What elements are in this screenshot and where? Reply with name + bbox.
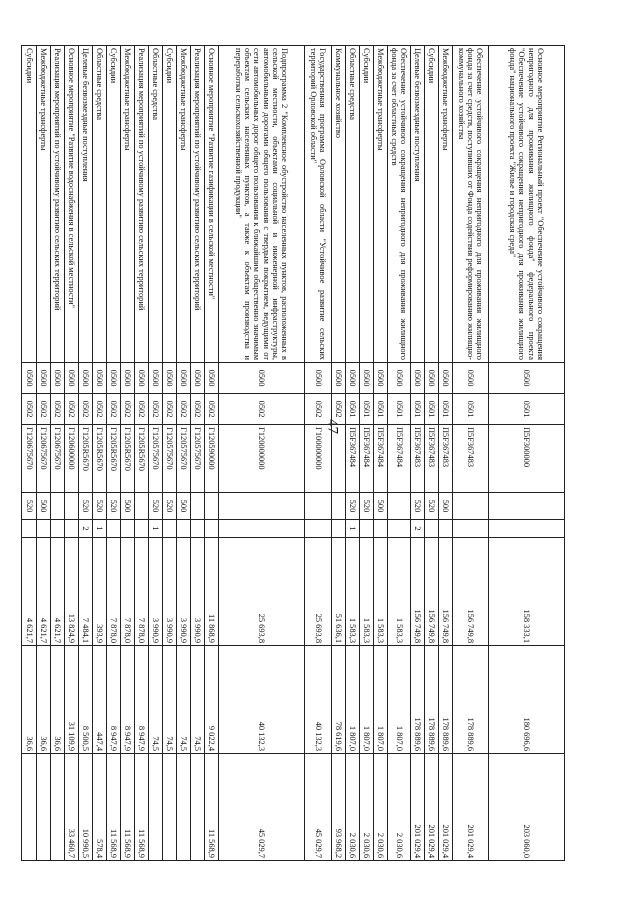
table-row <box>305 46 332 861</box>
amount-year-1-cell: 13 824,9 <box>65 538 79 646</box>
item-name-cell: Субсидии <box>107 46 121 363</box>
table-row <box>121 46 135 861</box>
amount-year-2-cell: 178 889,6 <box>453 646 489 754</box>
amount-year-2-cell: 40 132,3 <box>305 646 332 754</box>
subsection-code-cell: 0501 <box>439 394 453 425</box>
amount-year-1-cell: 1 583,3 <box>360 538 374 646</box>
amount-year-2-cell: 78 619,6 <box>332 646 346 754</box>
funding-source-code-cell <box>121 520 135 538</box>
amount-year-2-cell: 1 807,0 <box>388 646 411 754</box>
amount-year-1-cell: 1 583,3 <box>346 538 360 646</box>
section-code-cell: 0500 <box>107 363 121 394</box>
subsection-code-cell: 0502 <box>93 394 107 425</box>
subsection-code-cell: 0502 <box>121 394 135 425</box>
amount-year-3-cell: 10 990,5 <box>79 754 93 861</box>
amount-year-2-cell: 36,6 <box>22 646 37 754</box>
table-row <box>163 46 177 861</box>
item-name-cell: Межбюджетные трансферты <box>374 46 388 363</box>
item-name-cell: Областные средства <box>346 46 360 363</box>
amount-year-1-cell: 156 749,8 <box>439 538 453 646</box>
target-item-code-cell: Г120000000 <box>219 425 305 493</box>
subsection-code-cell: 0501 <box>489 394 565 425</box>
subsection-code-cell: 0501 <box>425 394 439 425</box>
expense-type-code-cell: 520 <box>79 493 93 520</box>
expense-type-code-cell: 520 <box>425 493 439 520</box>
subsection-code-cell: 0502 <box>135 394 149 425</box>
target-item-code-cell: Г100000000 <box>305 425 332 493</box>
funding-source-code-cell <box>37 520 51 538</box>
amount-year-3-cell: 45 029,7 <box>219 754 305 861</box>
funding-source-code-cell <box>219 520 305 538</box>
subsection-code-cell: 0502 <box>37 394 51 425</box>
funding-source-code-cell <box>374 520 388 538</box>
target-item-code-cell: Г120575670 <box>149 425 163 493</box>
target-item-code-cell: Г1205R5670 <box>121 425 135 493</box>
subsection-code-cell: 0502 <box>332 394 346 425</box>
subsection-code-cell: 0502 <box>65 394 79 425</box>
funding-source-code-cell <box>439 520 453 538</box>
funding-source-code-cell <box>65 520 79 538</box>
subsection-code-cell: 0502 <box>177 394 191 425</box>
target-item-code-cell: Г120575670 <box>163 425 177 493</box>
expense-type-code-cell <box>191 493 205 520</box>
subsection-code-cell: 0501 <box>388 394 411 425</box>
expense-type-code-cell <box>51 493 65 520</box>
amount-year-3-cell: 2 030,6 <box>360 754 374 861</box>
amount-year-2-cell: 8 500,5 <box>79 646 93 754</box>
budget-table-body <box>22 46 565 861</box>
table-row <box>177 46 191 861</box>
amount-year-1-cell: 51 636,1 <box>332 538 346 646</box>
amount-year-3-cell <box>37 754 51 861</box>
table-row <box>79 46 93 861</box>
subsection-code-cell: 0502 <box>107 394 121 425</box>
amount-year-2-cell: 178 889,6 <box>439 646 453 754</box>
subsection-code-cell: 0502 <box>191 394 205 425</box>
item-name-cell: Реализация мероприятий по устойчивому развитию сельских территорий <box>51 46 65 363</box>
amount-year-1-cell: 3 990,9 <box>149 538 163 646</box>
amount-year-2-cell: 180 696,6 <box>489 646 565 754</box>
section-code-cell: 0500 <box>93 363 107 394</box>
budget-table <box>21 45 565 861</box>
amount-year-1-cell: 156 749,8 <box>453 538 489 646</box>
item-name-cell: Основное мероприятие "Развитие водоснабжения в сельской местности" <box>65 46 79 363</box>
amount-year-3-cell <box>191 754 205 861</box>
item-name-cell: Основное мероприятие "Развитие газификации в сельской местности" <box>205 46 219 363</box>
amount-year-2-cell: 74,5 <box>177 646 191 754</box>
amount-year-2-cell: 8 947,9 <box>107 646 121 754</box>
item-name-cell: Межбюджетные трансферты <box>121 46 135 363</box>
amount-year-3-cell: 578,4 <box>93 754 107 861</box>
expense-type-code-cell: 520 <box>22 493 37 520</box>
target-item-code-cell: Г120575670 <box>177 425 191 493</box>
amount-year-3-cell: 2 030,6 <box>388 754 411 861</box>
funding-source-code-cell <box>107 520 121 538</box>
funding-source-code-cell <box>388 520 411 538</box>
amount-year-2-cell: 40 132,3 <box>219 646 305 754</box>
table-row <box>37 46 51 861</box>
subsection-code-cell: 0502 <box>51 394 65 425</box>
section-code-cell: 0500 <box>121 363 135 394</box>
section-code-cell: 0500 <box>489 363 565 394</box>
section-code-cell: 0500 <box>65 363 79 394</box>
target-item-code-cell: Г120590000 <box>205 425 219 493</box>
item-name-cell: Реализация мероприятий по устойчивому развитию сельских территорий <box>191 46 205 363</box>
funding-source-code-cell: 2 <box>411 520 425 538</box>
target-item-code-cell: Г1205R5670 <box>107 425 121 493</box>
section-code-cell: 0500 <box>388 363 411 394</box>
table-row <box>489 46 565 861</box>
target-item-code-cell: П5F367483 <box>425 425 439 493</box>
amount-year-2-cell: 9 022,4 <box>205 646 219 754</box>
item-name-cell: Государственная программа Орловской области "Устойчивое развитие сельских территорий Орловской области" <box>305 46 332 363</box>
amount-year-3-cell: 11 568,9 <box>135 754 149 861</box>
target-item-code-cell: П5F367484 <box>374 425 388 493</box>
item-name-cell: Целевые безвозмездные поступления <box>79 46 93 363</box>
amount-year-2-cell: 31 109,9 <box>65 646 79 754</box>
amount-year-3-cell: 11 568,9 <box>107 754 121 861</box>
amount-year-1-cell: 7 878,0 <box>135 538 149 646</box>
expense-type-code-cell: 500 <box>374 493 388 520</box>
item-name-cell: Коммунальное хозяйство <box>332 46 346 363</box>
amount-year-1-cell: 156 749,8 <box>425 538 439 646</box>
amount-year-2-cell: 74,5 <box>163 646 177 754</box>
section-code-cell: 0500 <box>346 363 360 394</box>
expense-type-code-cell: 520 <box>346 493 360 520</box>
item-name-cell: Субсидии <box>425 46 439 363</box>
amount-year-1-cell: 11 868,9 <box>205 538 219 646</box>
amount-year-1-cell: 7 484,1 <box>79 538 93 646</box>
expense-type-code-cell: 520 <box>360 493 374 520</box>
table-row <box>411 46 425 861</box>
funding-source-code-cell <box>305 520 332 538</box>
funding-source-code-cell: 1 <box>149 520 163 538</box>
amount-year-1-cell: 158 333,1 <box>489 538 565 646</box>
target-item-code-cell: Г1205R5670 <box>93 425 107 493</box>
amount-year-3-cell <box>163 754 177 861</box>
item-name-cell: Межбюджетные трансферты <box>37 46 51 363</box>
item-name-cell: Областные средства <box>149 46 163 363</box>
funding-source-code-cell: 1 <box>93 520 107 538</box>
table-row <box>191 46 205 861</box>
item-name-cell: Реализация мероприятий по устойчивому развитию сельских территорий <box>135 46 149 363</box>
target-item-code-cell: Г1205R5670 <box>135 425 149 493</box>
section-code-cell: 0500 <box>360 363 374 394</box>
target-item-code-cell <box>332 425 346 493</box>
item-name-cell: Субсидии <box>22 46 37 363</box>
funding-source-code-cell <box>191 520 205 538</box>
amount-year-1-cell: 3 990,9 <box>177 538 191 646</box>
amount-year-1-cell: 7 878,0 <box>121 538 135 646</box>
table-row <box>93 46 107 861</box>
table-row <box>388 46 411 861</box>
amount-year-1-cell: 4 621,7 <box>51 538 65 646</box>
amount-year-1-cell: 4 621,7 <box>37 538 51 646</box>
table-row <box>135 46 149 861</box>
item-name-cell: Обеспечение устойчивого сокращения непригодного для проживания жилищного фонда за счет средств, поступивших от Фонда содействия реформированию жилищно-коммунального хозяйства <box>453 46 489 363</box>
funding-source-code-cell <box>177 520 191 538</box>
rotated-page <box>24 45 565 860</box>
target-item-code-cell: Г120575670 <box>191 425 205 493</box>
expense-type-code-cell: 520 <box>411 493 425 520</box>
expense-type-code-cell: 500 <box>439 493 453 520</box>
funding-source-code-cell <box>22 520 37 538</box>
amount-year-1-cell: 156 749,8 <box>411 538 425 646</box>
section-code-cell: 0500 <box>425 363 439 394</box>
section-code-cell: 0500 <box>51 363 65 394</box>
table-row <box>374 46 388 861</box>
table-row <box>439 46 453 861</box>
funding-source-code-cell <box>453 520 489 538</box>
section-code-cell: 0500 <box>374 363 388 394</box>
expense-type-code-cell <box>305 493 332 520</box>
funding-source-code-cell <box>332 520 346 538</box>
amount-year-2-cell: 36,6 <box>37 646 51 754</box>
table-row <box>332 46 346 861</box>
table-row <box>205 46 219 861</box>
target-item-code-cell: Г120675670 <box>22 425 37 493</box>
target-item-code-cell: П5F367484 <box>360 425 374 493</box>
section-code-cell: 0500 <box>22 363 37 394</box>
amount-year-2-cell: 447,4 <box>93 646 107 754</box>
amount-year-3-cell: 11 568,9 <box>121 754 135 861</box>
expense-type-code-cell: 520 <box>107 493 121 520</box>
page-number: 47 <box>324 419 341 434</box>
amount-year-3-cell: 33 460,7 <box>65 754 79 861</box>
subsection-code-cell: 0502 <box>22 394 37 425</box>
target-item-code-cell: П5F367483 <box>453 425 489 493</box>
target-item-code-cell: Г1205R5670 <box>79 425 93 493</box>
funding-source-code-cell <box>489 520 565 538</box>
amount-year-3-cell: 11 568,9 <box>205 754 219 861</box>
expense-type-code-cell <box>205 493 219 520</box>
section-code-cell: 0500 <box>191 363 205 394</box>
funding-source-code-cell <box>163 520 177 538</box>
amount-year-2-cell: 8 947,9 <box>135 646 149 754</box>
amount-year-2-cell: 1 807,0 <box>346 646 360 754</box>
expense-type-code-cell <box>332 493 346 520</box>
subsection-code-cell: 0502 <box>205 394 219 425</box>
amount-year-3-cell: 201 029,4 <box>411 754 425 861</box>
funding-source-code-cell <box>135 520 149 538</box>
table-row <box>107 46 121 861</box>
amount-year-1-cell: 393,9 <box>93 538 107 646</box>
section-code-cell: 0500 <box>135 363 149 394</box>
funding-source-code-cell <box>425 520 439 538</box>
section-code-cell: 0500 <box>177 363 191 394</box>
amount-year-2-cell: 1 807,0 <box>374 646 388 754</box>
amount-year-2-cell: 74,5 <box>191 646 205 754</box>
amount-year-3-cell <box>51 754 65 861</box>
funding-source-code-cell <box>51 520 65 538</box>
subsection-code-cell: 0502 <box>219 394 305 425</box>
section-code-cell: 0500 <box>219 363 305 394</box>
expense-type-code-cell <box>453 493 489 520</box>
target-item-code-cell: Г120675670 <box>51 425 65 493</box>
target-item-code-cell: П5F367483 <box>439 425 453 493</box>
amount-year-3-cell: 201 029,4 <box>439 754 453 861</box>
target-item-code-cell: П5F367484 <box>346 425 360 493</box>
amount-year-3-cell: 93 968,2 <box>332 754 346 861</box>
amount-year-1-cell: 7 878,0 <box>107 538 121 646</box>
item-name-cell: Субсидии <box>163 46 177 363</box>
item-name-cell: Основное мероприятие Региональный проект "Обеспечение устойчивого сокращения непригодного для проживания жилищного фонда" федерального проекта "Обеспечение устойчивого сокращения непригодного для проживания жилищного фонда" национального проекта "Жилье и городская среда" <box>489 46 565 363</box>
amount-year-3-cell <box>149 754 163 861</box>
expense-type-code-cell <box>388 493 411 520</box>
expense-type-code-cell: 500 <box>177 493 191 520</box>
amount-year-2-cell: 1 807,0 <box>360 646 374 754</box>
amount-year-2-cell: 178 889,6 <box>425 646 439 754</box>
subsection-code-cell: 0501 <box>453 394 489 425</box>
subsection-code-cell: 0502 <box>163 394 177 425</box>
subsection-code-cell: 0501 <box>374 394 388 425</box>
item-name-cell: Подпрограмма 2 "Комплексное обустройство населенных пунктов, расположенных в сельской местности, объектами социальной и инженерной инфраструктуры, автомобильными дорогами общего пользования с твердым покрытием, ведущими от сети автомобильных дорог общего пользования к ближайшим общественно значимым объектам сельских населенных пунктов, а также к объектам производства и переработки сельскохозяйственной продукции" <box>219 46 305 363</box>
expense-type-code-cell <box>135 493 149 520</box>
amount-year-2-cell: 36,6 <box>51 646 65 754</box>
expense-type-code-cell: 520 <box>149 493 163 520</box>
expense-type-code-cell: 520 <box>93 493 107 520</box>
section-code-cell: 0500 <box>37 363 51 394</box>
budget-table-wrapper <box>24 45 565 860</box>
expense-type-code-cell: 500 <box>121 493 135 520</box>
subsection-code-cell: 0502 <box>79 394 93 425</box>
expense-type-code-cell <box>489 493 565 520</box>
amount-year-1-cell: 1 583,3 <box>374 538 388 646</box>
funding-source-code-cell: 1 <box>346 520 360 538</box>
item-name-cell: Обеспечение устойчивого сокращения непригодного для проживания жилищного фонда за счет областных средств <box>388 46 411 363</box>
section-code-cell: 0500 <box>411 363 425 394</box>
section-code-cell: 0500 <box>79 363 93 394</box>
amount-year-1-cell: 3 990,9 <box>163 538 177 646</box>
target-item-code-cell: Г120675670 <box>37 425 51 493</box>
amount-year-1-cell: 25 693,8 <box>305 538 332 646</box>
amount-year-3-cell: 45 029,7 <box>305 754 332 861</box>
section-code-cell: 0500 <box>332 363 346 394</box>
subsection-code-cell: 0501 <box>360 394 374 425</box>
table-row <box>453 46 489 861</box>
target-item-code-cell: Г120600000 <box>65 425 79 493</box>
section-code-cell: 0500 <box>439 363 453 394</box>
target-item-code-cell: П5F300000 <box>489 425 565 493</box>
amount-year-3-cell: 201 029,4 <box>453 754 489 861</box>
amount-year-2-cell: 74,5 <box>149 646 163 754</box>
subsection-code-cell: 0501 <box>411 394 425 425</box>
item-name-cell: Субсидии <box>360 46 374 363</box>
subsection-code-cell: 0502 <box>149 394 163 425</box>
section-code-cell: 0500 <box>453 363 489 394</box>
item-name-cell: Областные средства <box>93 46 107 363</box>
amount-year-2-cell: 178 889,6 <box>411 646 425 754</box>
amount-year-3-cell: 2 030,6 <box>346 754 360 861</box>
expense-type-code-cell: 500 <box>37 493 51 520</box>
table-row <box>425 46 439 861</box>
item-name-cell: Межбюджетные трансферты <box>177 46 191 363</box>
amount-year-1-cell: 1 583,3 <box>388 538 411 646</box>
table-row <box>22 46 37 861</box>
amount-year-1-cell: 25 693,8 <box>219 538 305 646</box>
item-name-cell: Межбюджетные трансферты <box>439 46 453 363</box>
funding-source-code-cell: 2 <box>79 520 93 538</box>
amount-year-3-cell <box>177 754 191 861</box>
amount-year-3-cell: 203 060,0 <box>489 754 565 861</box>
item-name-cell: Целевые безвозмездные поступления <box>411 46 425 363</box>
section-code-cell: 0500 <box>163 363 177 394</box>
table-row <box>51 46 65 861</box>
target-item-code-cell: П5F367483 <box>411 425 425 493</box>
target-item-code-cell: П5F367484 <box>388 425 411 493</box>
amount-year-2-cell: 8 947,9 <box>121 646 135 754</box>
subsection-code-cell: 0501 <box>346 394 360 425</box>
expense-type-code-cell <box>65 493 79 520</box>
table-row <box>219 46 305 861</box>
amount-year-3-cell <box>22 754 37 861</box>
amount-year-3-cell: 201 029,4 <box>425 754 439 861</box>
table-row <box>346 46 360 861</box>
section-code-cell: 0500 <box>305 363 332 394</box>
section-code-cell: 0500 <box>149 363 163 394</box>
subsection-code-cell: 0502 <box>305 394 332 425</box>
funding-source-code-cell <box>205 520 219 538</box>
table-row <box>360 46 374 861</box>
amount-year-3-cell: 2 030,6 <box>374 754 388 861</box>
amount-year-1-cell: 3 990,9 <box>191 538 205 646</box>
expense-type-code-cell <box>219 493 305 520</box>
funding-source-code-cell <box>360 520 374 538</box>
table-row <box>149 46 163 861</box>
amount-year-1-cell: 4 621,7 <box>22 538 37 646</box>
table-row <box>65 46 79 861</box>
section-code-cell: 0500 <box>205 363 219 394</box>
expense-type-code-cell: 520 <box>163 493 177 520</box>
